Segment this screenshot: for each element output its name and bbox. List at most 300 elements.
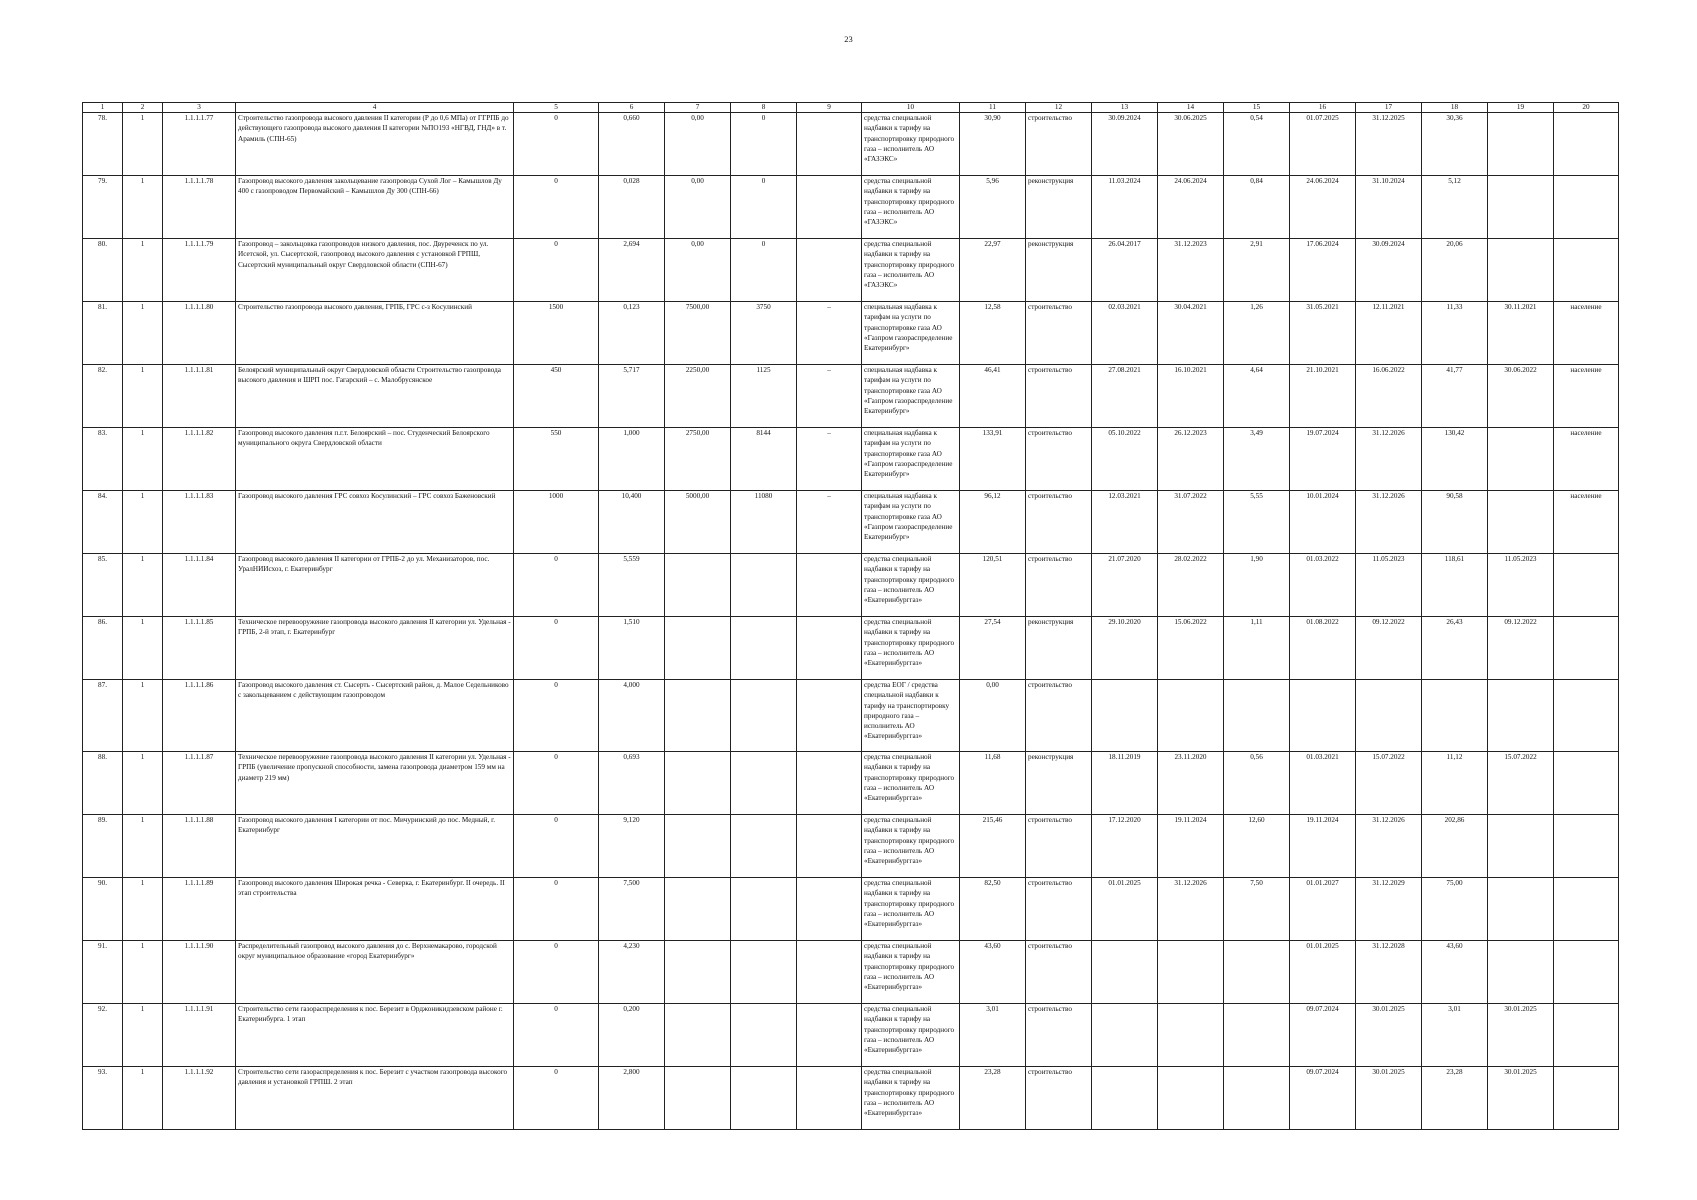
code-cell: 1.1.1.1.92 <box>163 1067 236 1130</box>
col18-cell: 23,28 <box>1422 1067 1488 1130</box>
col8-cell <box>731 941 797 1004</box>
col7-cell: 0,00 <box>665 113 731 176</box>
col8-cell: 8144 <box>731 428 797 491</box>
start-date-cell: 12.03.2021 <box>1092 491 1158 554</box>
level-cell: 1 <box>123 1004 163 1067</box>
column-header: 6 <box>599 103 665 113</box>
col18-cell: 26,43 <box>1422 617 1488 680</box>
cost-cell: 11,68 <box>960 752 1026 815</box>
name-cell: Строительство газопровода высокого давления II категории (Р до 0,6 МПа) от ГГРПБ до действующего газопровода высокого давления II категории №ПО193 «НГВД, ГНД» в т. Арамиль (СПН-65) <box>236 113 514 176</box>
column-header: 15 <box>1224 103 1290 113</box>
end-date-cell: 15.06.2022 <box>1158 617 1224 680</box>
col15-cell <box>1224 680 1290 752</box>
col8-cell: 3750 <box>731 302 797 365</box>
level-cell: 1 <box>123 617 163 680</box>
length-cell: 7,500 <box>599 878 665 941</box>
code-cell: 1.1.1.1.88 <box>163 815 236 878</box>
funding-source-cell: средства специальной надбавки к тарифу на транспортировку природного газа – исполнитель АО «ГАЗЭКС» <box>862 176 960 239</box>
work-type-cell: строительство <box>1026 554 1092 617</box>
col15-cell: 7,50 <box>1224 878 1290 941</box>
col19-cell: 11.05.2023 <box>1488 554 1554 617</box>
col5-cell: 0 <box>514 878 599 941</box>
col19-cell <box>1488 680 1554 752</box>
funding-source-cell: специальная надбавка к тарифам на услуги по транспортировке газа АО «Газпром газораспределение Екатеринбург» <box>862 428 960 491</box>
length-cell: 4,000 <box>599 680 665 752</box>
cost-cell: 23,28 <box>960 1067 1026 1130</box>
name-cell: Газопровод высокого давления п.г.т. Белоярский – пос. Студенческий Белоярского муниципального округа Свердловской области <box>236 428 514 491</box>
cost-cell: 3,01 <box>960 1004 1026 1067</box>
length-cell: 0,200 <box>599 1004 665 1067</box>
start-date-cell: 26.04.2017 <box>1092 239 1158 302</box>
col15-cell: 2,91 <box>1224 239 1290 302</box>
work-type-cell: строительство <box>1026 365 1092 428</box>
col17-cell: 12.11.2021 <box>1356 302 1422 365</box>
col19-cell: 15.07.2022 <box>1488 752 1554 815</box>
code-cell: 1.1.1.1.82 <box>163 428 236 491</box>
col8-cell <box>731 1067 797 1130</box>
table-row <box>83 554 1619 617</box>
end-date-cell: 23.11.2020 <box>1158 752 1224 815</box>
start-date-cell: 17.12.2020 <box>1092 815 1158 878</box>
col15-cell: 0,84 <box>1224 176 1290 239</box>
col17-cell: 31.12.2026 <box>1356 491 1422 554</box>
column-header: 19 <box>1488 103 1554 113</box>
cost-cell: 133,91 <box>960 428 1026 491</box>
column-header: 16 <box>1290 103 1356 113</box>
cost-cell: 0,00 <box>960 680 1026 752</box>
column-header: 20 <box>1554 103 1619 113</box>
col17-cell: 31.12.2026 <box>1356 428 1422 491</box>
row-number: 83. <box>83 428 123 491</box>
col19-cell <box>1488 113 1554 176</box>
length-cell: 5,717 <box>599 365 665 428</box>
col7-cell <box>665 617 731 680</box>
table-row <box>83 617 1619 680</box>
col16-cell: 01.01.2025 <box>1290 941 1356 1004</box>
col15-cell: 0,54 <box>1224 113 1290 176</box>
col15-cell <box>1224 1067 1290 1130</box>
column-header: 18 <box>1422 103 1488 113</box>
level-cell: 1 <box>123 176 163 239</box>
table-row <box>83 815 1619 878</box>
name-cell: Газопровод высокого давления закольцевание газопровода Сухой Лог – Камышлов Ду 400 с газопроводом Первомайский – Камышлов Ду 300 (СПН-66) <box>236 176 514 239</box>
col8-cell: 0 <box>731 239 797 302</box>
funding-source-cell: средства ЕОГ / средства специальной надбавки к тарифу на транспортировку природного газа – исполнитель АО «Екатеринбурггаз» <box>862 680 960 752</box>
cost-cell: 96,12 <box>960 491 1026 554</box>
name-cell: Строительство сети газораспределения к пос. Березит с участком газопровода высокого давления и установкой ГРПШ. 2 этап <box>236 1067 514 1130</box>
name-cell: Белоярский муниципальный округ Свердловской области Строительство газопровода высокого давления и ШРП пос. Гагарский – с. Малобрусянское <box>236 365 514 428</box>
col18-cell: 11,12 <box>1422 752 1488 815</box>
end-date-cell: 30.06.2025 <box>1158 113 1224 176</box>
code-cell: 1.1.1.1.84 <box>163 554 236 617</box>
start-date-cell: 29.10.2020 <box>1092 617 1158 680</box>
col20-cell <box>1554 617 1619 680</box>
code-cell: 1.1.1.1.91 <box>163 1004 236 1067</box>
col18-cell <box>1422 680 1488 752</box>
funding-source-cell: средства специальной надбавки к тарифу на транспортировку природного газа – исполнитель АО «Екатеринбурггаз» <box>862 941 960 1004</box>
col7-cell: 0,00 <box>665 176 731 239</box>
code-cell: 1.1.1.1.87 <box>163 752 236 815</box>
col8-cell <box>731 878 797 941</box>
cost-cell: 215,46 <box>960 815 1026 878</box>
col18-cell: 202,86 <box>1422 815 1488 878</box>
col19-cell <box>1488 428 1554 491</box>
col20-cell <box>1554 1004 1619 1067</box>
col16-cell: 10.01.2024 <box>1290 491 1356 554</box>
code-cell: 1.1.1.1.79 <box>163 239 236 302</box>
table-row <box>83 491 1619 554</box>
length-cell: 2,694 <box>599 239 665 302</box>
col16-cell <box>1290 680 1356 752</box>
name-cell: Техническое перевооружение газопровода высокого давления II категории ул. Удельная - ГРПБ, 2-й этап, г. Екатеринбург <box>236 617 514 680</box>
cost-cell: 30,90 <box>960 113 1026 176</box>
col8-cell: 0 <box>731 176 797 239</box>
col16-cell: 01.03.2021 <box>1290 752 1356 815</box>
code-cell: 1.1.1.1.89 <box>163 878 236 941</box>
funding-source-cell: специальная надбавка к тарифам на услуги по транспортировке газа АО «Газпром газораспределение Екатеринбург» <box>862 302 960 365</box>
cost-cell: 46,41 <box>960 365 1026 428</box>
col19-cell: 09.12.2022 <box>1488 617 1554 680</box>
name-cell: Строительство сети газораспределения к пос. Березит в Орджоникидзевском районе г. Екатеринбурга. 1 этап <box>236 1004 514 1067</box>
col9-cell <box>797 1004 862 1067</box>
col17-cell: 31.12.2025 <box>1356 113 1422 176</box>
column-header: 11 <box>960 103 1026 113</box>
name-cell: Газопровод – закольцовка газопроводов низкого давления, пос. Двуреченск по ул. Исетской, ул. Сысертской, газопровод высокого давления с установкой ГРПШ, Сысертский муниципальный округ Свердловской области (СПН-67) <box>236 239 514 302</box>
row-number: 90. <box>83 878 123 941</box>
col20-cell: население <box>1554 491 1619 554</box>
cost-cell: 120,51 <box>960 554 1026 617</box>
length-cell: 10,400 <box>599 491 665 554</box>
table-row <box>83 176 1619 239</box>
name-cell: Распределительный газопровод высокого давления до с. Верхнемакарово, городской округ муниципальное образование «город Екатеринбург» <box>236 941 514 1004</box>
col18-cell: 41,77 <box>1422 365 1488 428</box>
length-cell: 0,660 <box>599 113 665 176</box>
col9-cell <box>797 680 862 752</box>
col15-cell: 1,26 <box>1224 302 1290 365</box>
col19-cell <box>1488 815 1554 878</box>
col7-cell <box>665 1004 731 1067</box>
col15-cell: 3,49 <box>1224 428 1290 491</box>
funding-source-cell: средства специальной надбавки к тарифу на транспортировку природного газа – исполнитель АО «Екатеринбурггаз» <box>862 815 960 878</box>
col15-cell: 5,55 <box>1224 491 1290 554</box>
col20-cell <box>1554 680 1619 752</box>
length-cell: 2,800 <box>599 1067 665 1130</box>
table-row <box>83 1004 1619 1067</box>
level-cell: 1 <box>123 941 163 1004</box>
col5-cell: 0 <box>514 680 599 752</box>
end-date-cell <box>1158 941 1224 1004</box>
col16-cell: 17.06.2024 <box>1290 239 1356 302</box>
col18-cell: 75,00 <box>1422 878 1488 941</box>
level-cell: 1 <box>123 1067 163 1130</box>
end-date-cell: 30.04.2021 <box>1158 302 1224 365</box>
col9-cell <box>797 878 862 941</box>
end-date-cell <box>1158 1004 1224 1067</box>
col9-cell <box>797 752 862 815</box>
col9-cell <box>797 815 862 878</box>
work-type-cell: строительство <box>1026 815 1092 878</box>
col20-cell <box>1554 239 1619 302</box>
col18-cell: 43,60 <box>1422 941 1488 1004</box>
col7-cell: 7500,00 <box>665 302 731 365</box>
col5-cell: 0 <box>514 176 599 239</box>
col18-cell: 118,61 <box>1422 554 1488 617</box>
level-cell: 1 <box>123 752 163 815</box>
name-cell: Газопровод высокого давления ГРС совхоз Косулинский – ГРС совхоз Баженовский <box>236 491 514 554</box>
col19-cell: 30.01.2025 <box>1488 1067 1554 1130</box>
code-cell: 1.1.1.1.86 <box>163 680 236 752</box>
code-cell: 1.1.1.1.81 <box>163 365 236 428</box>
col18-cell: 30,36 <box>1422 113 1488 176</box>
col20-cell <box>1554 113 1619 176</box>
col20-cell <box>1554 815 1619 878</box>
row-number: 79. <box>83 176 123 239</box>
header-row <box>83 103 1619 113</box>
column-header: 1 <box>83 103 123 113</box>
col5-cell: 0 <box>514 815 599 878</box>
col15-cell: 1,90 <box>1224 554 1290 617</box>
col17-cell: 11.05.2023 <box>1356 554 1422 617</box>
col5-cell: 1500 <box>514 302 599 365</box>
row-number: 88. <box>83 752 123 815</box>
column-header: 10 <box>862 103 960 113</box>
col17-cell: 16.06.2022 <box>1356 365 1422 428</box>
name-cell: Газопровод высокого давления Широкая речка - Северка, г. Екатеринбург. II очередь. II этап строительства <box>236 878 514 941</box>
col9-cell <box>797 176 862 239</box>
length-cell: 0,123 <box>599 302 665 365</box>
level-cell: 1 <box>123 815 163 878</box>
column-header: 3 <box>163 103 236 113</box>
name-cell: Газопровод высокого давления I категории от пос. Мичуринский до пос. Медный, г. Екатеринбург <box>236 815 514 878</box>
work-type-cell: строительство <box>1026 1004 1092 1067</box>
length-cell: 5,559 <box>599 554 665 617</box>
col17-cell: 31.12.2029 <box>1356 878 1422 941</box>
table-row <box>83 113 1619 176</box>
col5-cell: 0 <box>514 554 599 617</box>
col16-cell: 01.01.2027 <box>1290 878 1356 941</box>
col15-cell <box>1224 941 1290 1004</box>
col5-cell: 450 <box>514 365 599 428</box>
col7-cell <box>665 815 731 878</box>
col5-cell: 0 <box>514 752 599 815</box>
col5-cell: 1000 <box>514 491 599 554</box>
work-type-cell: строительство <box>1026 941 1092 1004</box>
col16-cell: 19.11.2024 <box>1290 815 1356 878</box>
table-row <box>83 680 1619 752</box>
col16-cell: 01.08.2022 <box>1290 617 1356 680</box>
cost-cell: 5,96 <box>960 176 1026 239</box>
col5-cell: 0 <box>514 1067 599 1130</box>
start-date-cell <box>1092 1004 1158 1067</box>
funding-source-cell: средства специальной надбавки к тарифу на транспортировку природного газа – исполнитель АО «Екатеринбурггаз» <box>862 1004 960 1067</box>
funding-source-cell: средства специальной надбавки к тарифу на транспортировку природного газа – исполнитель АО «Екатеринбурггаз» <box>862 554 960 617</box>
column-header: 9 <box>797 103 862 113</box>
page-number: 23 <box>844 34 853 44</box>
col8-cell: 1125 <box>731 365 797 428</box>
col9-cell <box>797 554 862 617</box>
start-date-cell: 21.07.2020 <box>1092 554 1158 617</box>
col20-cell <box>1554 554 1619 617</box>
table-row <box>83 752 1619 815</box>
length-cell: 0,693 <box>599 752 665 815</box>
end-date-cell: 16.10.2021 <box>1158 365 1224 428</box>
work-type-cell: строительство <box>1026 878 1092 941</box>
row-number: 92. <box>83 1004 123 1067</box>
start-date-cell: 05.10.2022 <box>1092 428 1158 491</box>
level-cell: 1 <box>123 491 163 554</box>
col5-cell: 0 <box>514 113 599 176</box>
level-cell: 1 <box>123 365 163 428</box>
funding-source-cell: средства специальной надбавки к тарифу на транспортировку природного газа – исполнитель АО «ГАЗЭКС» <box>862 239 960 302</box>
level-cell: 1 <box>123 554 163 617</box>
end-date-cell: 28.02.2022 <box>1158 554 1224 617</box>
name-cell: Газопровод высокого давления II категории от ГРПБ-2 до ул. Механизаторов, пос. УралНИИсхоз, г. Екатеринбург <box>236 554 514 617</box>
investment-table <box>82 102 1619 1130</box>
start-date-cell: 02.03.2021 <box>1092 302 1158 365</box>
col8-cell: 0 <box>731 113 797 176</box>
funding-source-cell: средства специальной надбавки к тарифу на транспортировку природного газа – исполнитель АО «Екатеринбурггаз» <box>862 1067 960 1130</box>
col18-cell: 90,58 <box>1422 491 1488 554</box>
col17-cell: 09.12.2022 <box>1356 617 1422 680</box>
code-cell: 1.1.1.1.83 <box>163 491 236 554</box>
column-header: 13 <box>1092 103 1158 113</box>
col16-cell: 24.06.2024 <box>1290 176 1356 239</box>
col7-cell: 2750,00 <box>665 428 731 491</box>
col7-cell: 0,00 <box>665 239 731 302</box>
cost-cell: 82,50 <box>960 878 1026 941</box>
col9-cell: – <box>797 491 862 554</box>
funding-source-cell: специальная надбавка к тарифам на услуги по транспортировке газа АО «Газпром газораспределение Екатеринбург» <box>862 365 960 428</box>
col15-cell <box>1224 1004 1290 1067</box>
start-date-cell <box>1092 1067 1158 1130</box>
col8-cell <box>731 617 797 680</box>
work-type-cell: строительство <box>1026 680 1092 752</box>
level-cell: 1 <box>123 428 163 491</box>
funding-source-cell: специальная надбавка к тарифам на услуги по транспортировке газа АО «Газпром газораспределение Екатеринбург» <box>862 491 960 554</box>
col17-cell: 31.10.2024 <box>1356 176 1422 239</box>
col17-cell <box>1356 680 1422 752</box>
row-number: 85. <box>83 554 123 617</box>
col20-cell <box>1554 752 1619 815</box>
col19-cell <box>1488 491 1554 554</box>
work-type-cell: реконструкция <box>1026 752 1092 815</box>
funding-source-cell: средства специальной надбавки к тарифу на транспортировку природного газа – исполнитель АО «ГАЗЭКС» <box>862 113 960 176</box>
col19-cell <box>1488 941 1554 1004</box>
col17-cell: 31.12.2026 <box>1356 815 1422 878</box>
col5-cell: 0 <box>514 941 599 1004</box>
column-header: 2 <box>123 103 163 113</box>
col17-cell: 31.12.2028 <box>1356 941 1422 1004</box>
start-date-cell: 01.01.2025 <box>1092 878 1158 941</box>
row-number: 82. <box>83 365 123 428</box>
name-cell: Строительство газопровода высокого давления, ГРПБ, ГРС с-з Косулинский <box>236 302 514 365</box>
col19-cell <box>1488 239 1554 302</box>
col17-cell: 30.01.2025 <box>1356 1067 1422 1130</box>
col8-cell <box>731 752 797 815</box>
col18-cell: 5,12 <box>1422 176 1488 239</box>
col9-cell <box>797 941 862 1004</box>
col7-cell <box>665 941 731 1004</box>
column-header: 4 <box>236 103 514 113</box>
col20-cell: население <box>1554 428 1619 491</box>
col18-cell: 130,42 <box>1422 428 1488 491</box>
work-type-cell: строительство <box>1026 302 1092 365</box>
column-header: 12 <box>1026 103 1092 113</box>
name-cell: Газопровод высокого давления ст. Сысерть - Сысертский район, д. Малое Седельниково с закольцеванием с действующим газопроводом <box>236 680 514 752</box>
column-header: 5 <box>514 103 599 113</box>
col5-cell: 0 <box>514 617 599 680</box>
col16-cell: 09.07.2024 <box>1290 1004 1356 1067</box>
end-date-cell: 31.07.2022 <box>1158 491 1224 554</box>
col16-cell: 21.10.2021 <box>1290 365 1356 428</box>
level-cell: 1 <box>123 878 163 941</box>
col17-cell: 30.01.2025 <box>1356 1004 1422 1067</box>
col19-cell: 30.06.2022 <box>1488 365 1554 428</box>
start-date-cell: 11.03.2024 <box>1092 176 1158 239</box>
col7-cell: 2250,00 <box>665 365 731 428</box>
table-row <box>83 428 1619 491</box>
work-type-cell: строительство <box>1026 113 1092 176</box>
end-date-cell: 31.12.2023 <box>1158 239 1224 302</box>
length-cell: 0,028 <box>599 176 665 239</box>
col16-cell: 01.03.2022 <box>1290 554 1356 617</box>
end-date-cell: 19.11.2024 <box>1158 815 1224 878</box>
col18-cell: 11,33 <box>1422 302 1488 365</box>
col7-cell <box>665 878 731 941</box>
col8-cell <box>731 1004 797 1067</box>
work-type-cell: строительство <box>1026 1067 1092 1130</box>
col7-cell <box>665 554 731 617</box>
col20-cell <box>1554 1067 1619 1130</box>
end-date-cell <box>1158 1067 1224 1130</box>
col15-cell: 12,60 <box>1224 815 1290 878</box>
length-cell: 1,000 <box>599 428 665 491</box>
row-number: 91. <box>83 941 123 1004</box>
code-cell: 1.1.1.1.80 <box>163 302 236 365</box>
col15-cell: 0,56 <box>1224 752 1290 815</box>
col15-cell: 4,64 <box>1224 365 1290 428</box>
row-number: 81. <box>83 302 123 365</box>
col5-cell: 0 <box>514 1004 599 1067</box>
table-row <box>83 1067 1619 1130</box>
col8-cell <box>731 554 797 617</box>
column-header: 14 <box>1158 103 1224 113</box>
row-number: 87. <box>83 680 123 752</box>
col9-cell <box>797 617 862 680</box>
funding-source-cell: средства специальной надбавки к тарифу на транспортировку природного газа – исполнитель АО «Екатеринбурггаз» <box>862 878 960 941</box>
column-header: 7 <box>665 103 731 113</box>
col9-cell <box>797 1067 862 1130</box>
end-date-cell: 26.12.2023 <box>1158 428 1224 491</box>
level-cell: 1 <box>123 302 163 365</box>
start-date-cell: 27.08.2021 <box>1092 365 1158 428</box>
col9-cell <box>797 239 862 302</box>
table-row <box>83 302 1619 365</box>
cost-cell: 22,97 <box>960 239 1026 302</box>
code-cell: 1.1.1.1.85 <box>163 617 236 680</box>
start-date-cell: 30.09.2024 <box>1092 113 1158 176</box>
row-number: 86. <box>83 617 123 680</box>
table-row <box>83 239 1619 302</box>
col20-cell <box>1554 878 1619 941</box>
work-type-cell: реконструкция <box>1026 239 1092 302</box>
col16-cell: 31.05.2021 <box>1290 302 1356 365</box>
cost-cell: 43,60 <box>960 941 1026 1004</box>
col20-cell: население <box>1554 302 1619 365</box>
col20-cell <box>1554 176 1619 239</box>
end-date-cell: 24.06.2024 <box>1158 176 1224 239</box>
length-cell: 9,120 <box>599 815 665 878</box>
